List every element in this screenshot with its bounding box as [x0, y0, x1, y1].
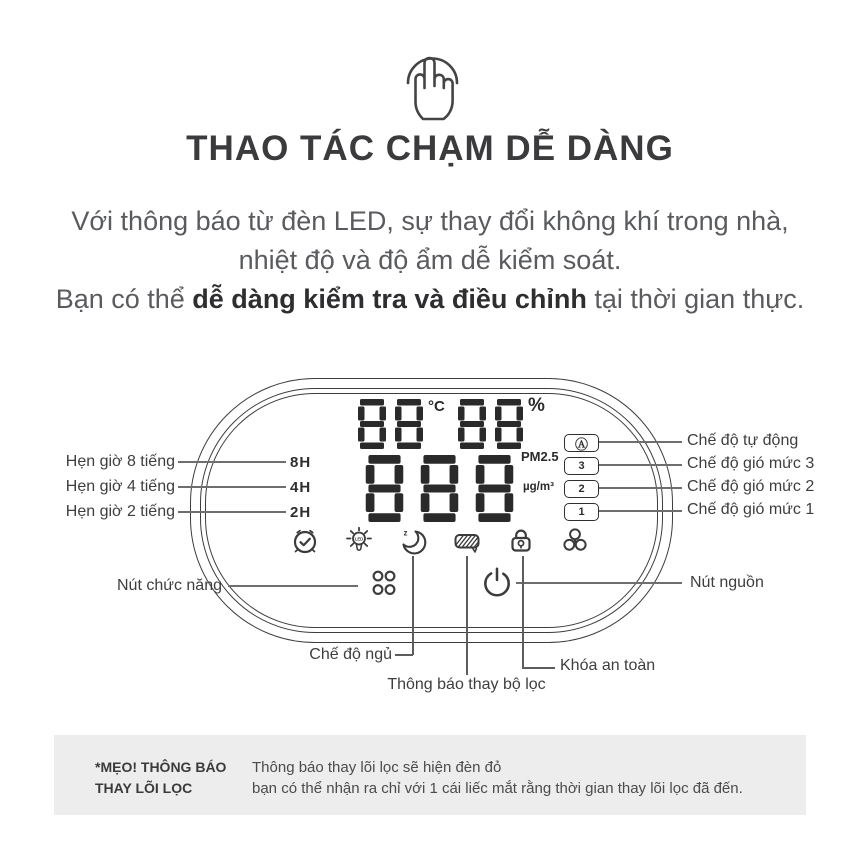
- callout-line-lock-v: [522, 556, 524, 668]
- tip-body: Thông báo thay lõi lọc sẽ hiện đèn đỏ bạn có thể nhận ra chỉ với 1 cái liếc mắt rằng thời gian thay lõi lọc đã đến.: [252, 759, 743, 797]
- timer-4h-label: 4H: [290, 479, 312, 496]
- callout-line-2h: [178, 511, 286, 513]
- power-icon: [480, 565, 514, 599]
- callout-function-button: Nút chức năng: [117, 577, 222, 594]
- callout-sleep-mode: Chế độ ngủ: [309, 646, 392, 663]
- callout-line-auto: [599, 441, 682, 443]
- intro-line-1: Với thông báo từ đèn LED, sự thay đổi không khí trong nhà,: [71, 206, 789, 236]
- svg-text:LED: LED: [354, 536, 364, 542]
- callout-line-4h: [178, 486, 286, 488]
- fan-level-3-button: 3: [564, 457, 599, 475]
- callout-line-power: [516, 582, 682, 584]
- intro-line-3: Bạn có thể dễ dàng kiểm tra và điều chỉnh tại thời gian thực.: [55, 284, 805, 314]
- callout-line-fan2: [599, 487, 682, 489]
- svg-text:z: z: [403, 528, 408, 538]
- callout-timer-8h: Hẹn giờ 8 tiếng: [65, 453, 175, 470]
- callout-line-8h: [178, 461, 286, 463]
- function-dots-icon: [371, 569, 397, 597]
- temperature-display: [356, 399, 425, 449]
- callout-line-lock-h: [522, 667, 555, 669]
- pm25-label: PM2.5: [521, 449, 559, 464]
- led-light-icon: [344, 526, 374, 556]
- callout-safety-lock: Khóa an toàn: [560, 657, 656, 674]
- intro-line-2: nhiệt độ và độ ẩm dễ kiểm soát.: [238, 245, 622, 275]
- filter-replace-icon: [452, 526, 482, 556]
- callout-auto-mode: Chế độ tự động: [687, 432, 799, 449]
- callout-line-sleep-v: [412, 556, 414, 655]
- humidity-unit: %: [528, 395, 545, 416]
- callout-line-fan1: [599, 510, 682, 512]
- callout-fan-level-3: Chế độ gió mức 3: [687, 455, 815, 472]
- intro-text: [0, 202, 860, 319]
- humidity-display: [456, 399, 525, 449]
- touch-tap-icon: [396, 42, 468, 122]
- safety-lock-icon: [506, 526, 536, 556]
- callout-filter-notice: Thông báo thay bộ lọc: [387, 676, 546, 693]
- fan-level-2-button: 2: [564, 480, 599, 498]
- sleep-moon-icon: [398, 526, 428, 556]
- pm25-unit-label: µg/m³: [523, 481, 554, 493]
- timer-2h-label: 2H: [290, 504, 312, 521]
- callout-line-sleep-h: [395, 654, 413, 656]
- callout-line-fan3: [599, 464, 682, 466]
- page-title: THAO TÁC CHẠM DỄ DÀNG: [186, 129, 674, 168]
- callout-timer-2h: Hẹn giờ 2 tiếng: [65, 503, 175, 520]
- callout-power-button: Nút nguồn: [690, 574, 764, 591]
- fan-icon: [560, 526, 590, 556]
- callout-line-filter-v: [466, 556, 468, 675]
- auto-mode-button: Ⓐ: [564, 434, 599, 452]
- fan-level-1-button: 1: [564, 503, 599, 521]
- temperature-unit: °C: [428, 398, 445, 415]
- callout-fan-level-2: Chế độ gió mức 2: [687, 478, 815, 495]
- tip-title: *MẸO! THÔNG BÁO THAY LÕI LỌC: [95, 759, 227, 796]
- timer-8h-label: 8H: [290, 454, 312, 471]
- callout-fan-level-1: Chế độ gió mức 1: [687, 501, 815, 518]
- alarm-timer-icon: [290, 526, 320, 556]
- callout-timer-4h: Hẹn giờ 4 tiếng: [65, 478, 175, 495]
- callout-line-function: [228, 585, 358, 587]
- pm25-display: [360, 455, 519, 522]
